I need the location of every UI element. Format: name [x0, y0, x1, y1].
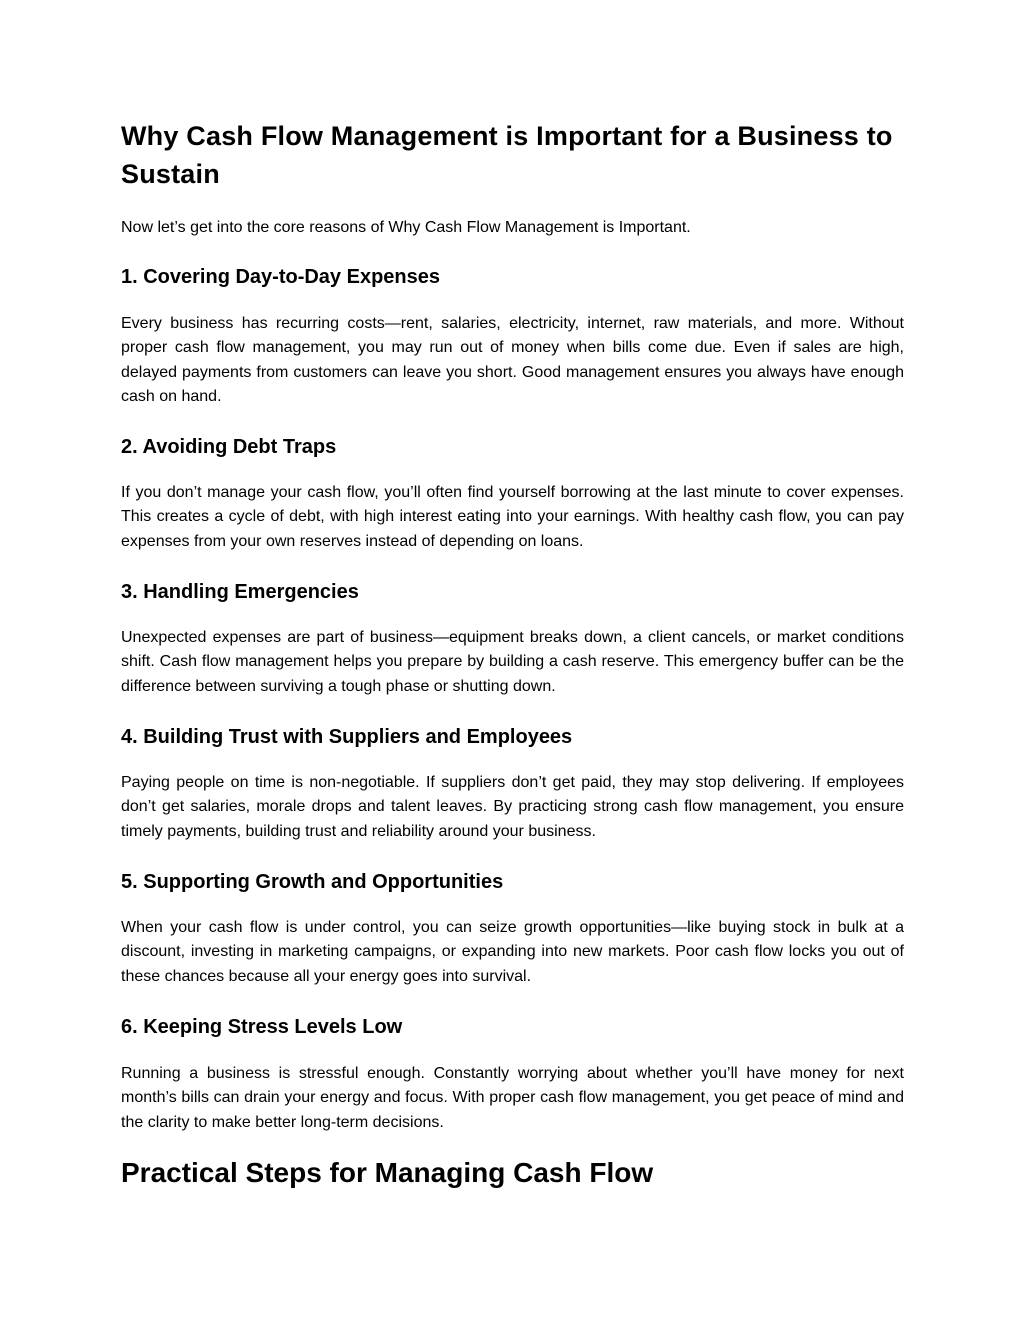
section-4-body: Paying people on time is non-negotiable. If suppliers don’t get paid, they may stop delivering. If employees don’t get salaries, morale drops and talent leaves. By practicing strong cash flow management, you ensure timely payments, building trust and reliability around your business.	[121, 774, 904, 840]
section-2-heading: 2. Avoiding Debt Traps	[121, 436, 337, 458]
section-5-heading: 5. Supporting Growth and Opportunities	[121, 871, 504, 893]
section-2-body: If you don’t manage your cash flow, you’ll often find yourself borrowing at the last minute to cover expenses. This creates a cycle of debt, with high interest eating into your earnings. With healthy cash flow, you can pay expenses from your own reserves instead of depending on loans.	[121, 484, 904, 550]
section-3-heading: 3. Handling Emergencies	[121, 581, 359, 603]
section-6-heading: 6. Keeping Stress Levels Low	[121, 1016, 403, 1038]
section-1-heading: 1. Covering Day-to-Day Expenses	[121, 266, 440, 288]
next-section-heading: Practical Steps for Managing Cash Flow	[121, 1157, 654, 1188]
section-3-body: Unexpected expenses are part of business—equipment breaks down, a client cancels, or market conditions shift. Cash flow management helps you prepare by building a cash reserve. This emergency buffer can be the difference between surviving a tough phase or shutting down.	[121, 629, 904, 695]
page-title: Why Cash Flow Management is Important for a Business to Sustain	[121, 121, 893, 189]
section-4-heading: 4. Building Trust with Suppliers and Employees	[121, 726, 573, 748]
intro-paragraph: Now let’s get into the core reasons of Why Cash Flow Management is Important.	[121, 219, 691, 236]
section-5-body: When your cash flow is under control, you can seize growth opportunities—like buying stock in bulk at a discount, investing in marketing campaigns, or expanding into new markets. Poor cash flow locks you out of these chances because all your energy goes into survival.	[121, 919, 904, 985]
section-1-body: Every business has recurring costs—rent, salaries, electricity, internet, raw materials, and more. Without proper cash flow management, you may run out of money when bills come due. Even if sales are high, delayed payments from customers can leave you short. Good management ensures you always have enough cash on hand.	[121, 315, 904, 405]
section-6-body: Running a business is stressful enough. Constantly worrying about whether you’ll have money for next month’s bills can drain your energy and focus. With proper cash flow management, you get peace of mind and the clarity to make better long-term decisions.	[121, 1065, 904, 1131]
